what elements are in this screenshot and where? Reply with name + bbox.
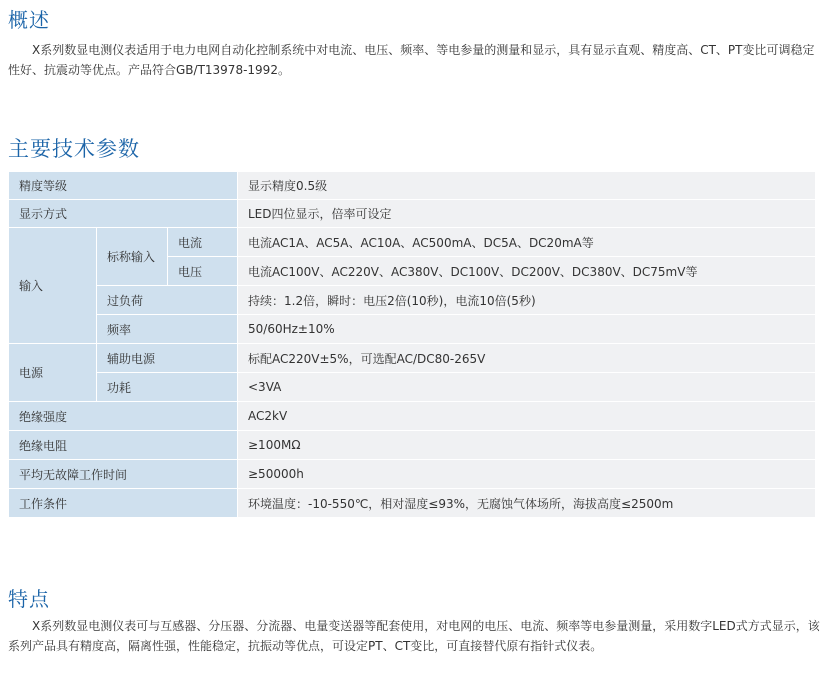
row-label-insulation-resistance: 绝缘电阻 (9, 431, 238, 460)
table-row (9, 431, 816, 460)
features-heading: 特点 (8, 587, 50, 611)
row-value-insulation-strength: AC2kV (238, 402, 816, 431)
row-value-conditions: 环境温度：-10-550℃，相对湿度≤93%，无腐蚀气体场所，海拔高度≤2500m (238, 489, 816, 518)
table-row (9, 228, 816, 257)
row-label-conditions: 工作条件 (9, 489, 238, 518)
row-label-accuracy: 精度等级 (9, 172, 238, 200)
row-label-aux-power: 辅助电源 (97, 344, 238, 373)
row-label-consumption: 功耗 (97, 373, 238, 402)
table-row (9, 200, 816, 228)
row-label-insulation-strength: 绝缘强度 (9, 402, 238, 431)
row-label-current: 电流 (168, 228, 238, 257)
table-row (9, 315, 816, 344)
row-label-mtbf: 平均无故障工作时间 (9, 460, 238, 489)
row-label-frequency: 频率 (97, 315, 238, 344)
row-value-aux-power: 标配AC220V±5%，可选配AC/DC80-265V (238, 344, 816, 373)
overview-paragraph: X系列数显电测仪表适用于电力电网自动化控制系统中对电流、电压、频率、等电参量的测量和显示，具有显示直观、精度高、CT、PT变比可调稳定性好、抗震动等优点。产品符合GB/T13978-1992。 (8, 43, 815, 77)
table-row (9, 402, 816, 431)
row-label-voltage: 电压 (168, 257, 238, 286)
table-row (9, 172, 816, 200)
row-label-nominal-input: 标称输入 (97, 228, 168, 286)
specs-heading: 主要技术参数 (8, 137, 140, 161)
spec-table (8, 171, 816, 518)
row-label-power: 电源 (9, 344, 97, 402)
table-row (9, 460, 816, 489)
table-row (9, 286, 816, 315)
table-row (9, 373, 816, 402)
row-value-voltage: 电流AC100V、AC220V、AC380V、DC100V、DC200V、DC380V、DC75mV等 (238, 257, 816, 286)
table-row (9, 489, 816, 518)
row-value-display: LED四位显示，倍率可设定 (238, 200, 816, 228)
row-label-display: 显示方式 (9, 200, 238, 228)
table-row (9, 344, 816, 373)
overview-heading: 概述 (8, 8, 50, 32)
row-value-frequency: 50/60Hz±10% (238, 315, 816, 344)
row-label-overload: 过负荷 (97, 286, 238, 315)
features-paragraph: X系列数显电测仪表可与互感器、分压器、分流器、电量变送器等配套使用，对电网的电压、电流、频率等电参量测量，采用数字LED式方式显示，该系列产品具有精度高，隔离性强，性能稳定，抗振动等优点，可设定PT、CT变比，可直接替代原有指针式仪表。 (8, 619, 820, 653)
row-value-overload: 持续：1.2倍，瞬时：电压2倍(10秒)，电流10倍(5秒) (238, 286, 816, 315)
row-value-accuracy: 显示精度0.5级 (238, 172, 816, 200)
row-value-consumption: <3VA (238, 373, 816, 402)
row-label-input: 输入 (9, 228, 97, 344)
row-value-mtbf: ≥50000h (238, 460, 816, 489)
row-value-current: 电流AC1A、AC5A、AC10A、AC500mA、DC5A、DC20mA等 (238, 228, 816, 257)
row-value-insulation-resistance: ≥100MΩ (238, 431, 816, 460)
